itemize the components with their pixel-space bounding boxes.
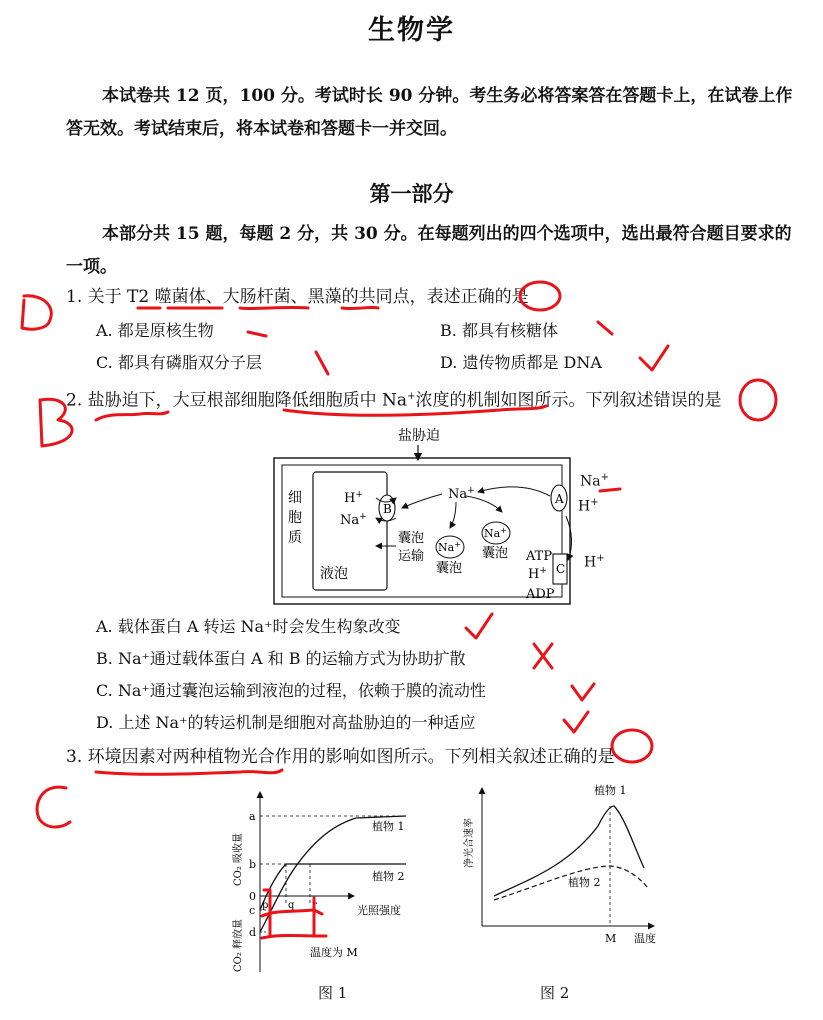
- question-text: 关于 T2 噬菌体、大肠杆菌、黑藻的共同点，表述正确的是: [87, 287, 529, 307]
- option-c[interactable]: [96, 352, 262, 374]
- figure-1-caption: 图 1: [318, 984, 348, 1002]
- option-letter: B.: [96, 649, 113, 668]
- question-1-stem: [66, 286, 529, 308]
- figure-1-chart: [226, 786, 426, 976]
- annotation-mark: [598, 322, 612, 334]
- vesicle-transport-2: 运输: [398, 549, 425, 564]
- question-text-a: 盐胁迫下，大豆根部细胞降低细胞质中 Na: [87, 390, 408, 411]
- carrier-a-label: A: [555, 492, 564, 506]
- y-axis-label: 净光合速率: [464, 818, 475, 868]
- option-c[interactable]: [96, 680, 486, 702]
- option-letter: C.: [96, 681, 113, 700]
- na-ion-center: Na+: [448, 486, 475, 502]
- y-tick-a: a: [249, 810, 256, 823]
- carrier-b-label: B: [383, 502, 392, 516]
- option-b[interactable]: [440, 320, 558, 342]
- underline: [96, 412, 168, 420]
- option-text: 都具有核糖体: [461, 321, 558, 340]
- figure-2-caption: 图 2: [540, 984, 570, 1002]
- y-tick-0: 0: [249, 890, 256, 903]
- y-tick-d: d: [249, 926, 257, 939]
- y-label-absorb: CO₂ 吸收量: [233, 832, 244, 886]
- option-text: Na⁺通过囊泡运输到液泡的过程，依赖于膜的流动性: [117, 681, 486, 700]
- option-d[interactable]: [96, 712, 476, 734]
- underline: [96, 770, 282, 774]
- cell-transport-diagram: [270, 420, 580, 610]
- h-ion-c: H+: [528, 566, 547, 582]
- y-tick-b: b: [249, 858, 257, 871]
- vesicle-label-1: 囊泡: [436, 561, 463, 576]
- adp-label: ADP: [526, 587, 555, 602]
- na-outside-label: Na+: [580, 472, 609, 490]
- option-text: 上述 Na⁺的转运机制是细胞对高盐胁迫的一种适应: [118, 713, 476, 732]
- question-3-stem: [66, 746, 615, 768]
- option-text: Na⁺通过载体蛋白 A 和 B 的运输方式为协助扩散: [117, 649, 466, 668]
- option-text: 都具有磷脂双分子层: [117, 353, 262, 372]
- annotation-mark: [262, 936, 326, 939]
- cross-mark: [534, 644, 552, 668]
- legend-plant-2: 植物 2: [568, 876, 601, 889]
- vesicle-transport-1: 囊泡: [398, 531, 425, 546]
- question-number: 3.: [66, 747, 83, 767]
- y-label-release: CO₂ 释放量: [233, 918, 244, 972]
- figure-2-chart: [458, 776, 668, 956]
- x-axis-label: 温度: [634, 932, 656, 945]
- circle-mark: [612, 730, 652, 762]
- atp-label: ATP: [526, 549, 553, 564]
- option-text: 都是原核生物: [117, 321, 214, 340]
- part-instructions: 本部分共 15 题，每题 2 分，共 30 分。在每题列出的四个选项中，选出最符合题目要求的一项。: [66, 224, 792, 277]
- question-2-stem: [66, 386, 721, 412]
- handwritten-answer-d: [22, 296, 51, 329]
- condition-label: 温度为 M: [310, 946, 358, 959]
- option-a[interactable]: [96, 320, 214, 342]
- option-letter: C.: [96, 353, 113, 372]
- annotation-mark: [316, 352, 328, 374]
- option-text: 载体蛋白 A 转运 Na⁺时会发生构象改变: [117, 617, 401, 636]
- cytoplasm-char-2: 胞: [288, 510, 302, 526]
- h-outside-c-label: H+: [584, 553, 605, 571]
- cytoplasm-char-1: 细: [288, 490, 302, 506]
- page-title: 生物学: [368, 15, 455, 46]
- option-text: 遗传物质都是 DNA: [462, 353, 602, 372]
- vacuole-label: 液泡: [320, 566, 348, 582]
- option-d[interactable]: [440, 352, 602, 374]
- salt-stress-label: 盐胁迫: [398, 428, 440, 444]
- option-letter: B.: [440, 321, 457, 340]
- option-letter: A.: [96, 321, 113, 340]
- x-tick-r: r: [312, 900, 317, 911]
- na-ion-label: Na+: [340, 512, 367, 528]
- x-tick-q: q: [288, 900, 295, 911]
- check-mark: [564, 712, 588, 732]
- vesicle-na-2: Na+: [484, 526, 507, 540]
- x-tick-m: M: [605, 932, 617, 945]
- vesicle-na-1: Na+: [438, 540, 461, 554]
- legend-plant-1: 植物 1: [594, 784, 627, 797]
- question-text: 环境因素对两种植物光合作用的影响如图所示。下列相关叙述正确的是: [87, 747, 615, 767]
- option-letter: D.: [440, 353, 458, 372]
- h-ion-label: H+: [344, 490, 363, 506]
- exam-instructions: 本试卷共 12 页，100 分。考试时长 90 分钟。考生务必将答案答在答题卡上，在试卷上作答无效。考试结束后，将本试卷和答题卡一并交回。: [66, 86, 793, 139]
- check-mark: [640, 346, 668, 370]
- handwritten-answer-c: [37, 787, 70, 827]
- legend-plant-1: 植物 1: [372, 820, 405, 833]
- check-mark: [466, 614, 492, 638]
- h-outside-label: H+: [578, 497, 599, 515]
- option-letter: A.: [96, 617, 113, 636]
- superscript-plus: +: [407, 391, 416, 402]
- part-title: 第一部分: [369, 181, 454, 206]
- annotation-mark: [248, 332, 266, 336]
- circle-mark: [740, 380, 776, 420]
- question-number: 2.: [66, 390, 83, 411]
- x-tick-p: p: [262, 900, 269, 911]
- option-b[interactable]: [96, 648, 466, 670]
- option-letter: D.: [96, 713, 114, 732]
- check-mark: [572, 684, 594, 700]
- vesicle-label-2: 囊泡: [482, 546, 509, 561]
- option-a[interactable]: [96, 616, 401, 638]
- cytoplasm-char-3: 质: [288, 530, 302, 546]
- legend-plant-2: 植物 2: [372, 870, 405, 883]
- carrier-c-label: C: [556, 562, 566, 576]
- question-number: 1.: [66, 287, 83, 307]
- y-tick-c: c: [249, 904, 256, 917]
- x-axis-label: 光照强度: [357, 904, 401, 917]
- question-text-b: 浓度的机制如图所示。下列叙述错误的是: [415, 390, 722, 411]
